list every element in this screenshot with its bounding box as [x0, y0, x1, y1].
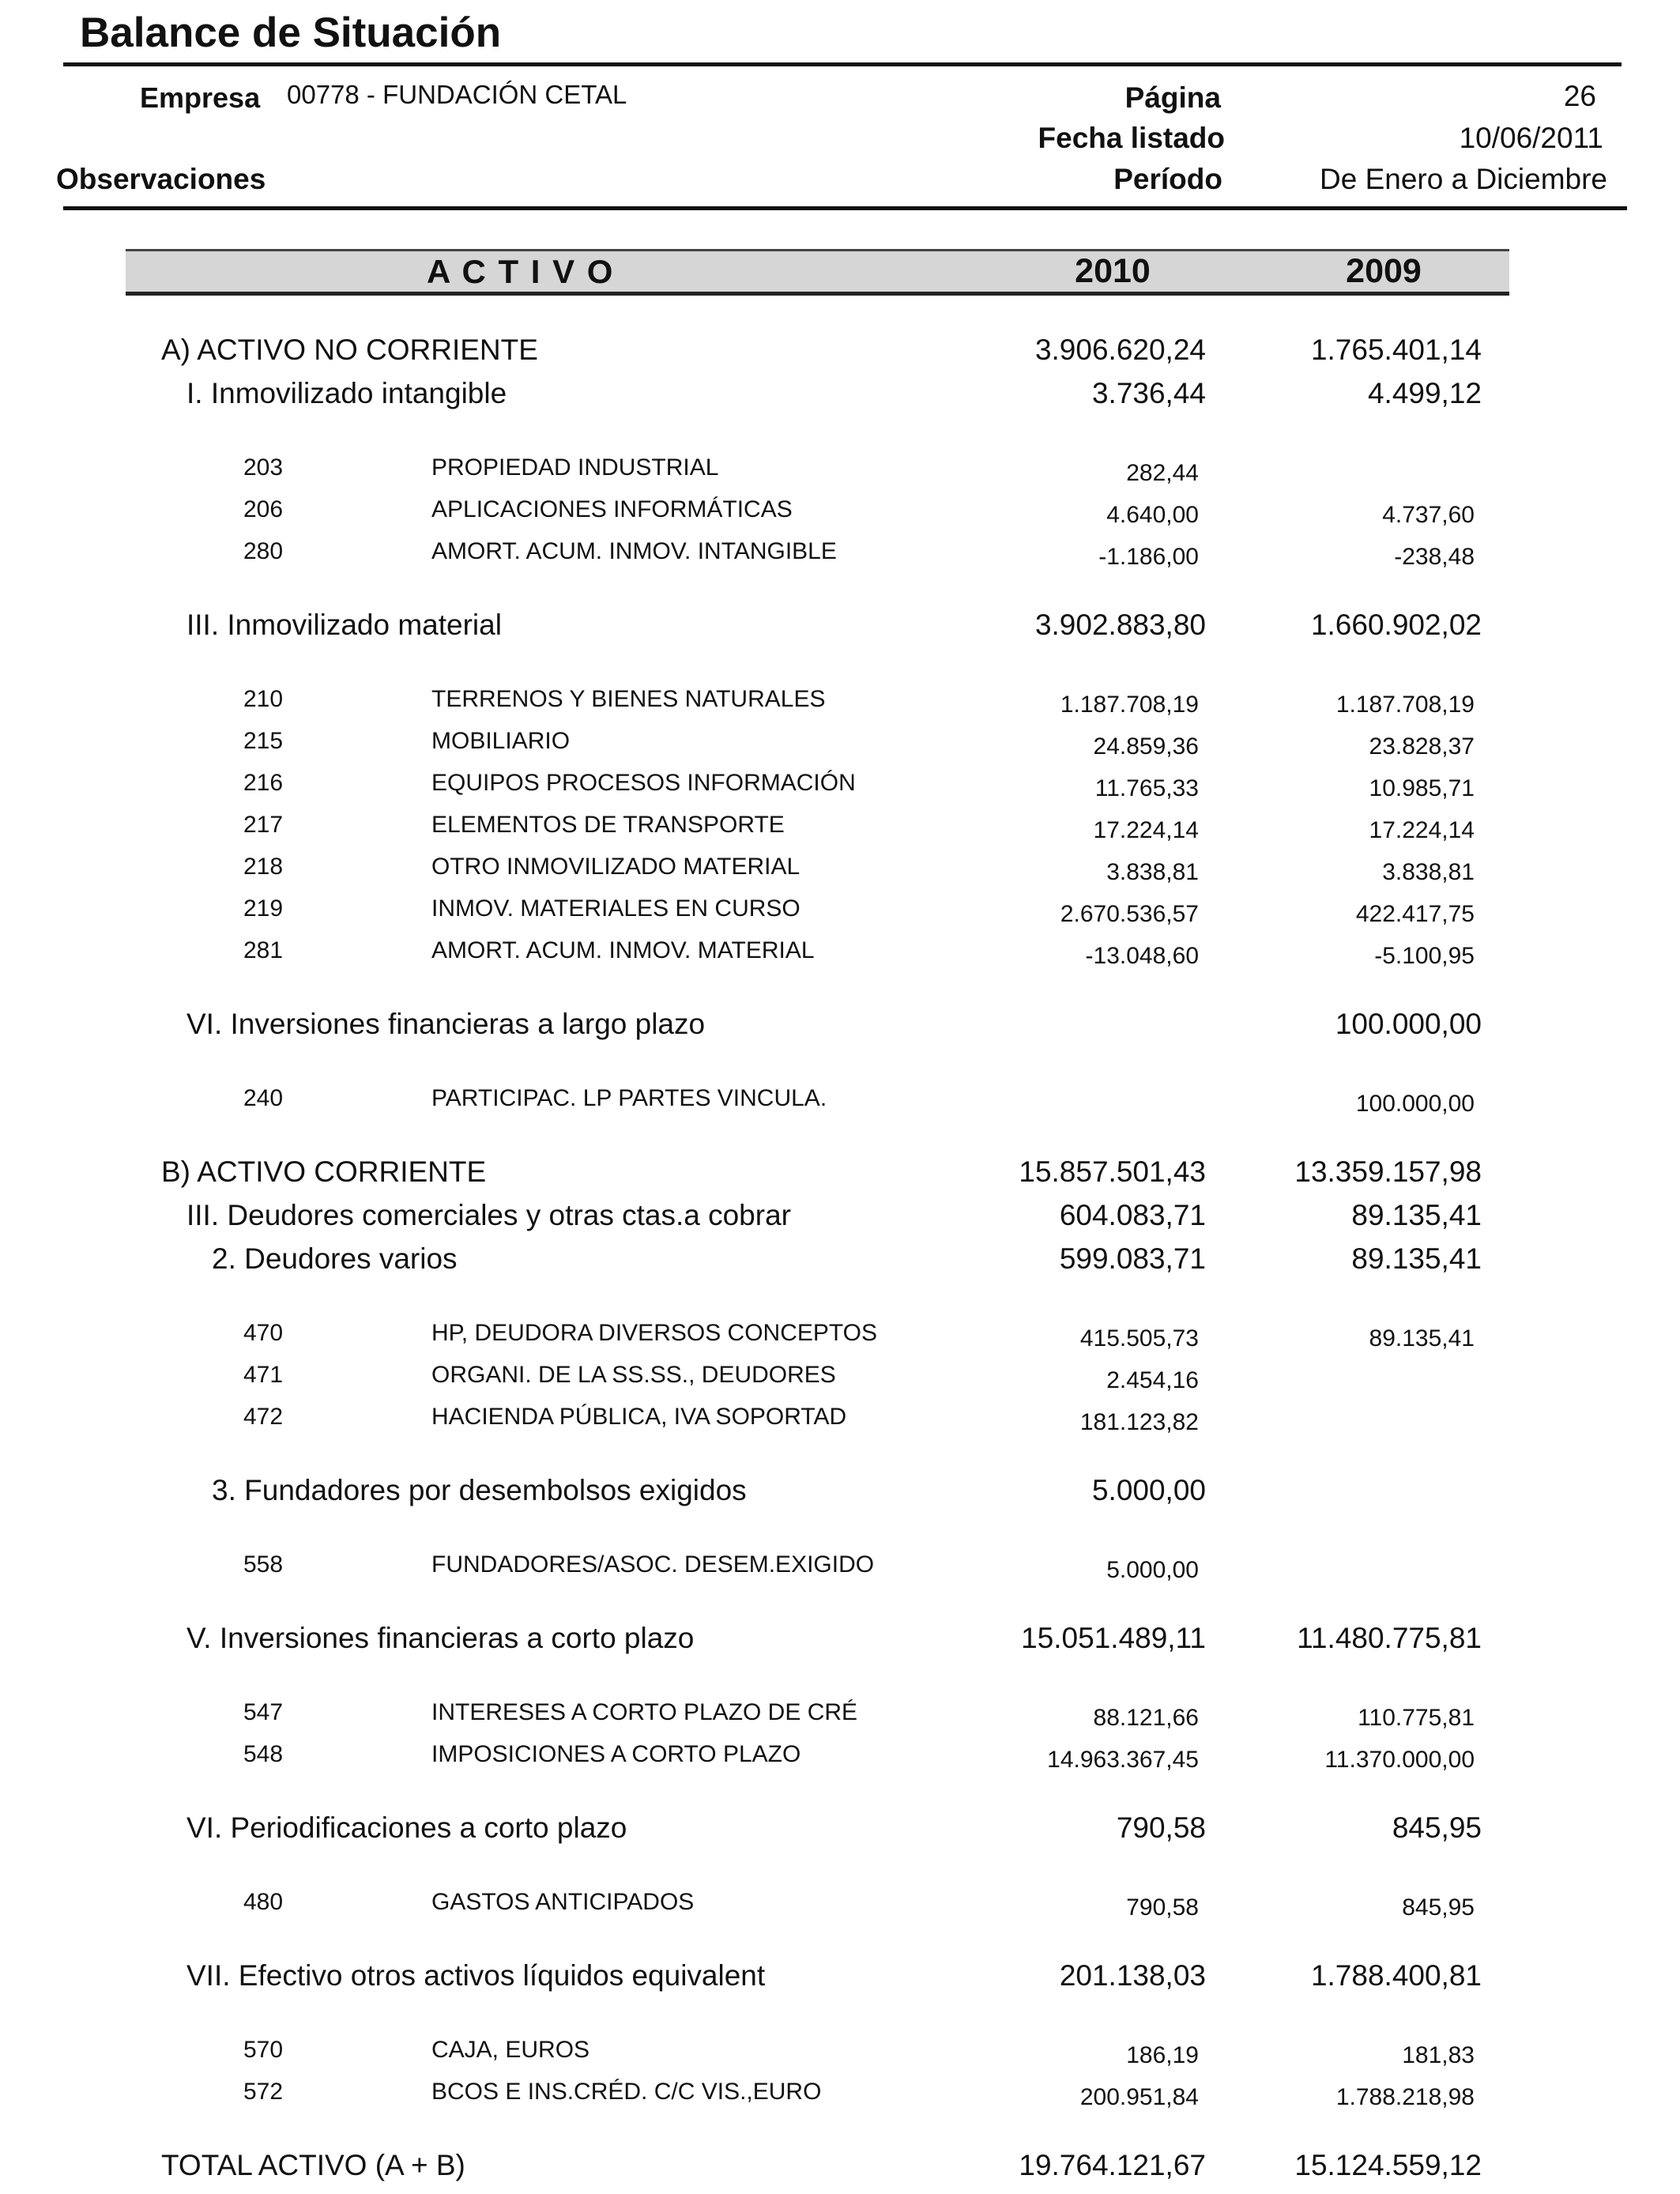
value-2009: -238,48: [1394, 543, 1475, 570]
account-name: INTERESES A CORTO PLAZO DE CRÉ: [431, 1698, 858, 1725]
value-2009: 10.985,71: [1369, 775, 1475, 801]
account-row: [0, 804, 1680, 846]
value-2010: 186,19: [1126, 2041, 1199, 2068]
pagina-label: Página: [1124, 81, 1221, 114]
value-2009: 4.499,12: [1367, 377, 1482, 409]
section-row: [0, 1954, 1680, 1997]
value-2010: 599.083,71: [1059, 1242, 1206, 1275]
section-label: III. Deudores comerciales y otras ctas.a cobrar: [186, 1199, 791, 1231]
value-2009: -5.100,95: [1374, 942, 1475, 969]
account-code: 572: [243, 2078, 284, 2105]
section-row: [0, 328, 1680, 371]
account-code: 470: [243, 1319, 284, 1346]
account-row: [0, 678, 1680, 720]
activo-table: [0, 328, 1680, 2187]
value-2009: 100.000,00: [1355, 1090, 1475, 1117]
value-2010: 24.859,36: [1093, 733, 1199, 760]
account-name: AMORT. ACUM. INMOV. INTANGIBLE: [431, 537, 837, 564]
account-code: 281: [243, 937, 284, 963]
account-row: [0, 447, 1680, 488]
account-name: BCOS E INS.CRÉD. C/C VIS.,EURO: [431, 2078, 822, 2105]
account-code: 547: [243, 1698, 284, 1725]
account-code: 203: [243, 454, 284, 481]
section-row: [0, 1002, 1680, 1046]
value-2009: 17.224,14: [1369, 816, 1475, 843]
account-name: INMOV. MATERIALES EN CURSO: [431, 895, 800, 922]
empresa-label: Empresa: [140, 81, 261, 114]
activo-header-band: [126, 249, 1509, 296]
account-row: [0, 530, 1680, 572]
section-row: [0, 1193, 1680, 1237]
value-2010: 181.123,82: [1079, 1408, 1199, 1435]
top-divider: [63, 62, 1622, 66]
section-label: VI. Inversiones financieras a largo plazo: [186, 1008, 706, 1040]
value-2009: 23.828,37: [1369, 733, 1475, 760]
value-2010: 14.963.367,45: [1047, 1746, 1199, 1773]
section-label: VI. Periodificaciones a corto plazo: [186, 1811, 627, 1844]
account-code: 480: [243, 1888, 284, 1915]
section-label: VII. Efectivo otros activos líquidos equivalent: [186, 1959, 766, 1992]
value-2010: 790,58: [1116, 1811, 1206, 1844]
account-name: PROPIEDAD INDUSTRIAL: [431, 454, 719, 481]
section-label: 2. Deudores varios: [212, 1242, 458, 1275]
value-2010: 201.138,03: [1059, 1959, 1206, 1992]
value-2009: 1.788.400,81: [1310, 1959, 1482, 1992]
value-2010: 2.454,16: [1106, 1367, 1199, 1393]
empresa-value: 00778 - FUNDACIÓN CETAL: [287, 80, 627, 109]
value-2010: 3.906.620,24: [1034, 334, 1206, 366]
column-header-2009: 2009: [1346, 252, 1422, 290]
account-code: 548: [243, 1740, 284, 1767]
account-row: [0, 1691, 1680, 1733]
account-row: [0, 1077, 1680, 1119]
header-divider: [63, 206, 1627, 210]
section-label: V. Inversiones financieras a corto plazo: [186, 1622, 695, 1654]
value-2010: 3.902.883,80: [1034, 609, 1206, 641]
section-label: 3. Fundadores por desembolsos exigidos: [212, 1474, 747, 1506]
account-name: EQUIPOS PROCESOS INFORMACIÓN: [431, 769, 856, 796]
observaciones-label: Observaciones: [56, 163, 266, 195]
value-2010: -13.048,60: [1085, 942, 1199, 969]
value-2010: 415.505,73: [1079, 1325, 1199, 1351]
account-code: 240: [243, 1084, 284, 1111]
section-row: [0, 1237, 1680, 1280]
value-2010: 15.051.489,11: [1021, 1622, 1206, 1654]
account-row: [0, 846, 1680, 888]
account-code: 570: [243, 2036, 284, 2063]
value-2010: 88.121,66: [1093, 1704, 1199, 1731]
value-2009: 89.135,41: [1351, 1199, 1482, 1231]
account-name: CAJA, EUROS: [431, 2036, 590, 2063]
value-2009: 1.788.218,98: [1335, 2083, 1475, 2110]
account-code: 472: [243, 1403, 284, 1430]
value-2009: 1.187.708,19: [1335, 691, 1475, 718]
value-2010: 604.083,71: [1059, 1199, 1206, 1231]
account-name: OTRO INMOVILIZADO MATERIAL: [431, 853, 800, 880]
value-2009: 422.417,75: [1355, 900, 1475, 927]
value-2009: 13.359.157,98: [1294, 1155, 1482, 1188]
account-row: [0, 2071, 1680, 2113]
value-2010: 15.857.501,43: [1019, 1155, 1206, 1188]
value-2009: 845,95: [1402, 1894, 1475, 1921]
value-2009: 11.480.775,81: [1297, 1622, 1482, 1654]
fecha-listado-value: 10/06/2011: [1459, 122, 1603, 154]
section-row: [0, 1616, 1680, 1660]
value-2010: 790,58: [1126, 1894, 1199, 1921]
account-code: 219: [243, 895, 284, 922]
account-name: PARTICIPAC. LP PARTES VINCULA.: [431, 1084, 827, 1111]
account-row: [0, 488, 1680, 530]
account-name: ELEMENTOS DE TRANSPORTE: [431, 811, 785, 838]
account-row: [0, 720, 1680, 762]
value-2009: 89.135,41: [1351, 1242, 1482, 1275]
periodo-label: Período: [1113, 163, 1222, 195]
value-2010: 1.187.708,19: [1060, 691, 1199, 718]
account-row: [0, 1733, 1680, 1775]
value-2010: 282,44: [1126, 459, 1199, 486]
column-header-2010: 2010: [1075, 252, 1151, 290]
section-row: [0, 1150, 1680, 1193]
value-2009: 11.370.000,00: [1324, 1746, 1475, 1773]
value-2010: -1.186,00: [1098, 543, 1199, 570]
account-code: 210: [243, 685, 284, 712]
value-2010: 4.640,00: [1106, 501, 1199, 528]
section-label: B) ACTIVO CORRIENTE: [161, 1155, 487, 1188]
account-name: HP, DEUDORA DIVERSOS CONCEPTOS: [431, 1319, 878, 1346]
account-row: [0, 888, 1680, 929]
account-name: IMPOSICIONES A CORTO PLAZO: [431, 1740, 801, 1767]
account-row: [0, 1544, 1680, 1585]
account-code: 558: [243, 1551, 284, 1578]
section-label: A) ACTIVO NO CORRIENTE: [161, 334, 538, 366]
account-name: GASTOS ANTICIPADOS: [431, 1888, 695, 1915]
account-name: AMORT. ACUM. INMOV. MATERIAL: [431, 937, 815, 963]
value-2009: 110.775,81: [1358, 1704, 1475, 1731]
value-2009: 845,95: [1392, 1811, 1482, 1844]
account-code: 215: [243, 727, 284, 754]
periodo-value: De Enero a Diciembre: [1320, 163, 1607, 195]
account-name: FUNDADORES/ASOC. DESEM.EXIGIDO: [431, 1551, 875, 1578]
account-code: 216: [243, 769, 284, 796]
section-label: III. Inmovilizado material: [186, 609, 502, 641]
section-label: I. Inmovilizado intangible: [186, 377, 507, 409]
activo-title: A C T I V O: [427, 253, 615, 290]
value-2009: 1.660.902,02: [1310, 609, 1482, 641]
value-2009: 181,83: [1402, 2041, 1475, 2068]
value-2010: 2.670.536,57: [1060, 900, 1199, 927]
value-2009: 100.000,00: [1335, 1008, 1482, 1040]
value-2010: 11.765,33: [1094, 775, 1199, 801]
account-code: 217: [243, 811, 284, 838]
value-2009: 1.765.401,14: [1310, 334, 1482, 366]
value-2010: 5.000,00: [1091, 1474, 1206, 1506]
account-name: APLICACIONES INFORMÁTICAS: [431, 496, 793, 522]
account-row: [0, 1354, 1680, 1396]
account-code: 206: [243, 496, 284, 522]
account-row: [0, 1312, 1680, 1354]
value-2009: 4.737,60: [1382, 501, 1475, 528]
value-2010: 200.951,84: [1079, 2083, 1199, 2110]
pagina-value: 26: [1563, 80, 1596, 112]
value-2010: 19.764.121,67: [1019, 2149, 1206, 2181]
value-2010: 17.224,14: [1093, 816, 1199, 843]
account-name: ORGANI. DE LA SS.SS., DEUDORES: [431, 1361, 836, 1388]
account-row: [0, 1396, 1680, 1438]
fecha-listado-label: Fecha listado: [1038, 122, 1225, 154]
account-name: MOBILIARIO: [431, 727, 571, 754]
account-row: [0, 2029, 1680, 2071]
section-row: [0, 603, 1680, 647]
section-row: [0, 1806, 1680, 1849]
value-2010: 5.000,00: [1106, 1556, 1199, 1583]
account-row: [0, 1881, 1680, 1923]
value-2010: 3.736,44: [1091, 377, 1206, 409]
report-title: Balance de Situación: [80, 9, 502, 56]
section-row: [0, 1468, 1680, 1512]
account-row: [0, 762, 1680, 804]
value-2010: 3.838,81: [1106, 858, 1199, 885]
account-name: TERRENOS Y BIENES NATURALES: [431, 685, 826, 712]
account-code: 471: [243, 1361, 284, 1388]
section-row: [0, 371, 1680, 415]
section-label: TOTAL ACTIVO (A + B): [161, 2149, 465, 2181]
value-2009: 3.838,81: [1382, 858, 1475, 885]
account-code: 280: [243, 537, 284, 564]
account-name: HACIENDA PÚBLICA, IVA SOPORTAD: [431, 1403, 847, 1430]
account-row: [0, 929, 1680, 971]
section-row: [0, 2143, 1680, 2187]
account-code: 218: [243, 853, 284, 880]
value-2009: 15.124.559,12: [1294, 2149, 1482, 2181]
value-2009: 89.135,41: [1369, 1325, 1475, 1351]
